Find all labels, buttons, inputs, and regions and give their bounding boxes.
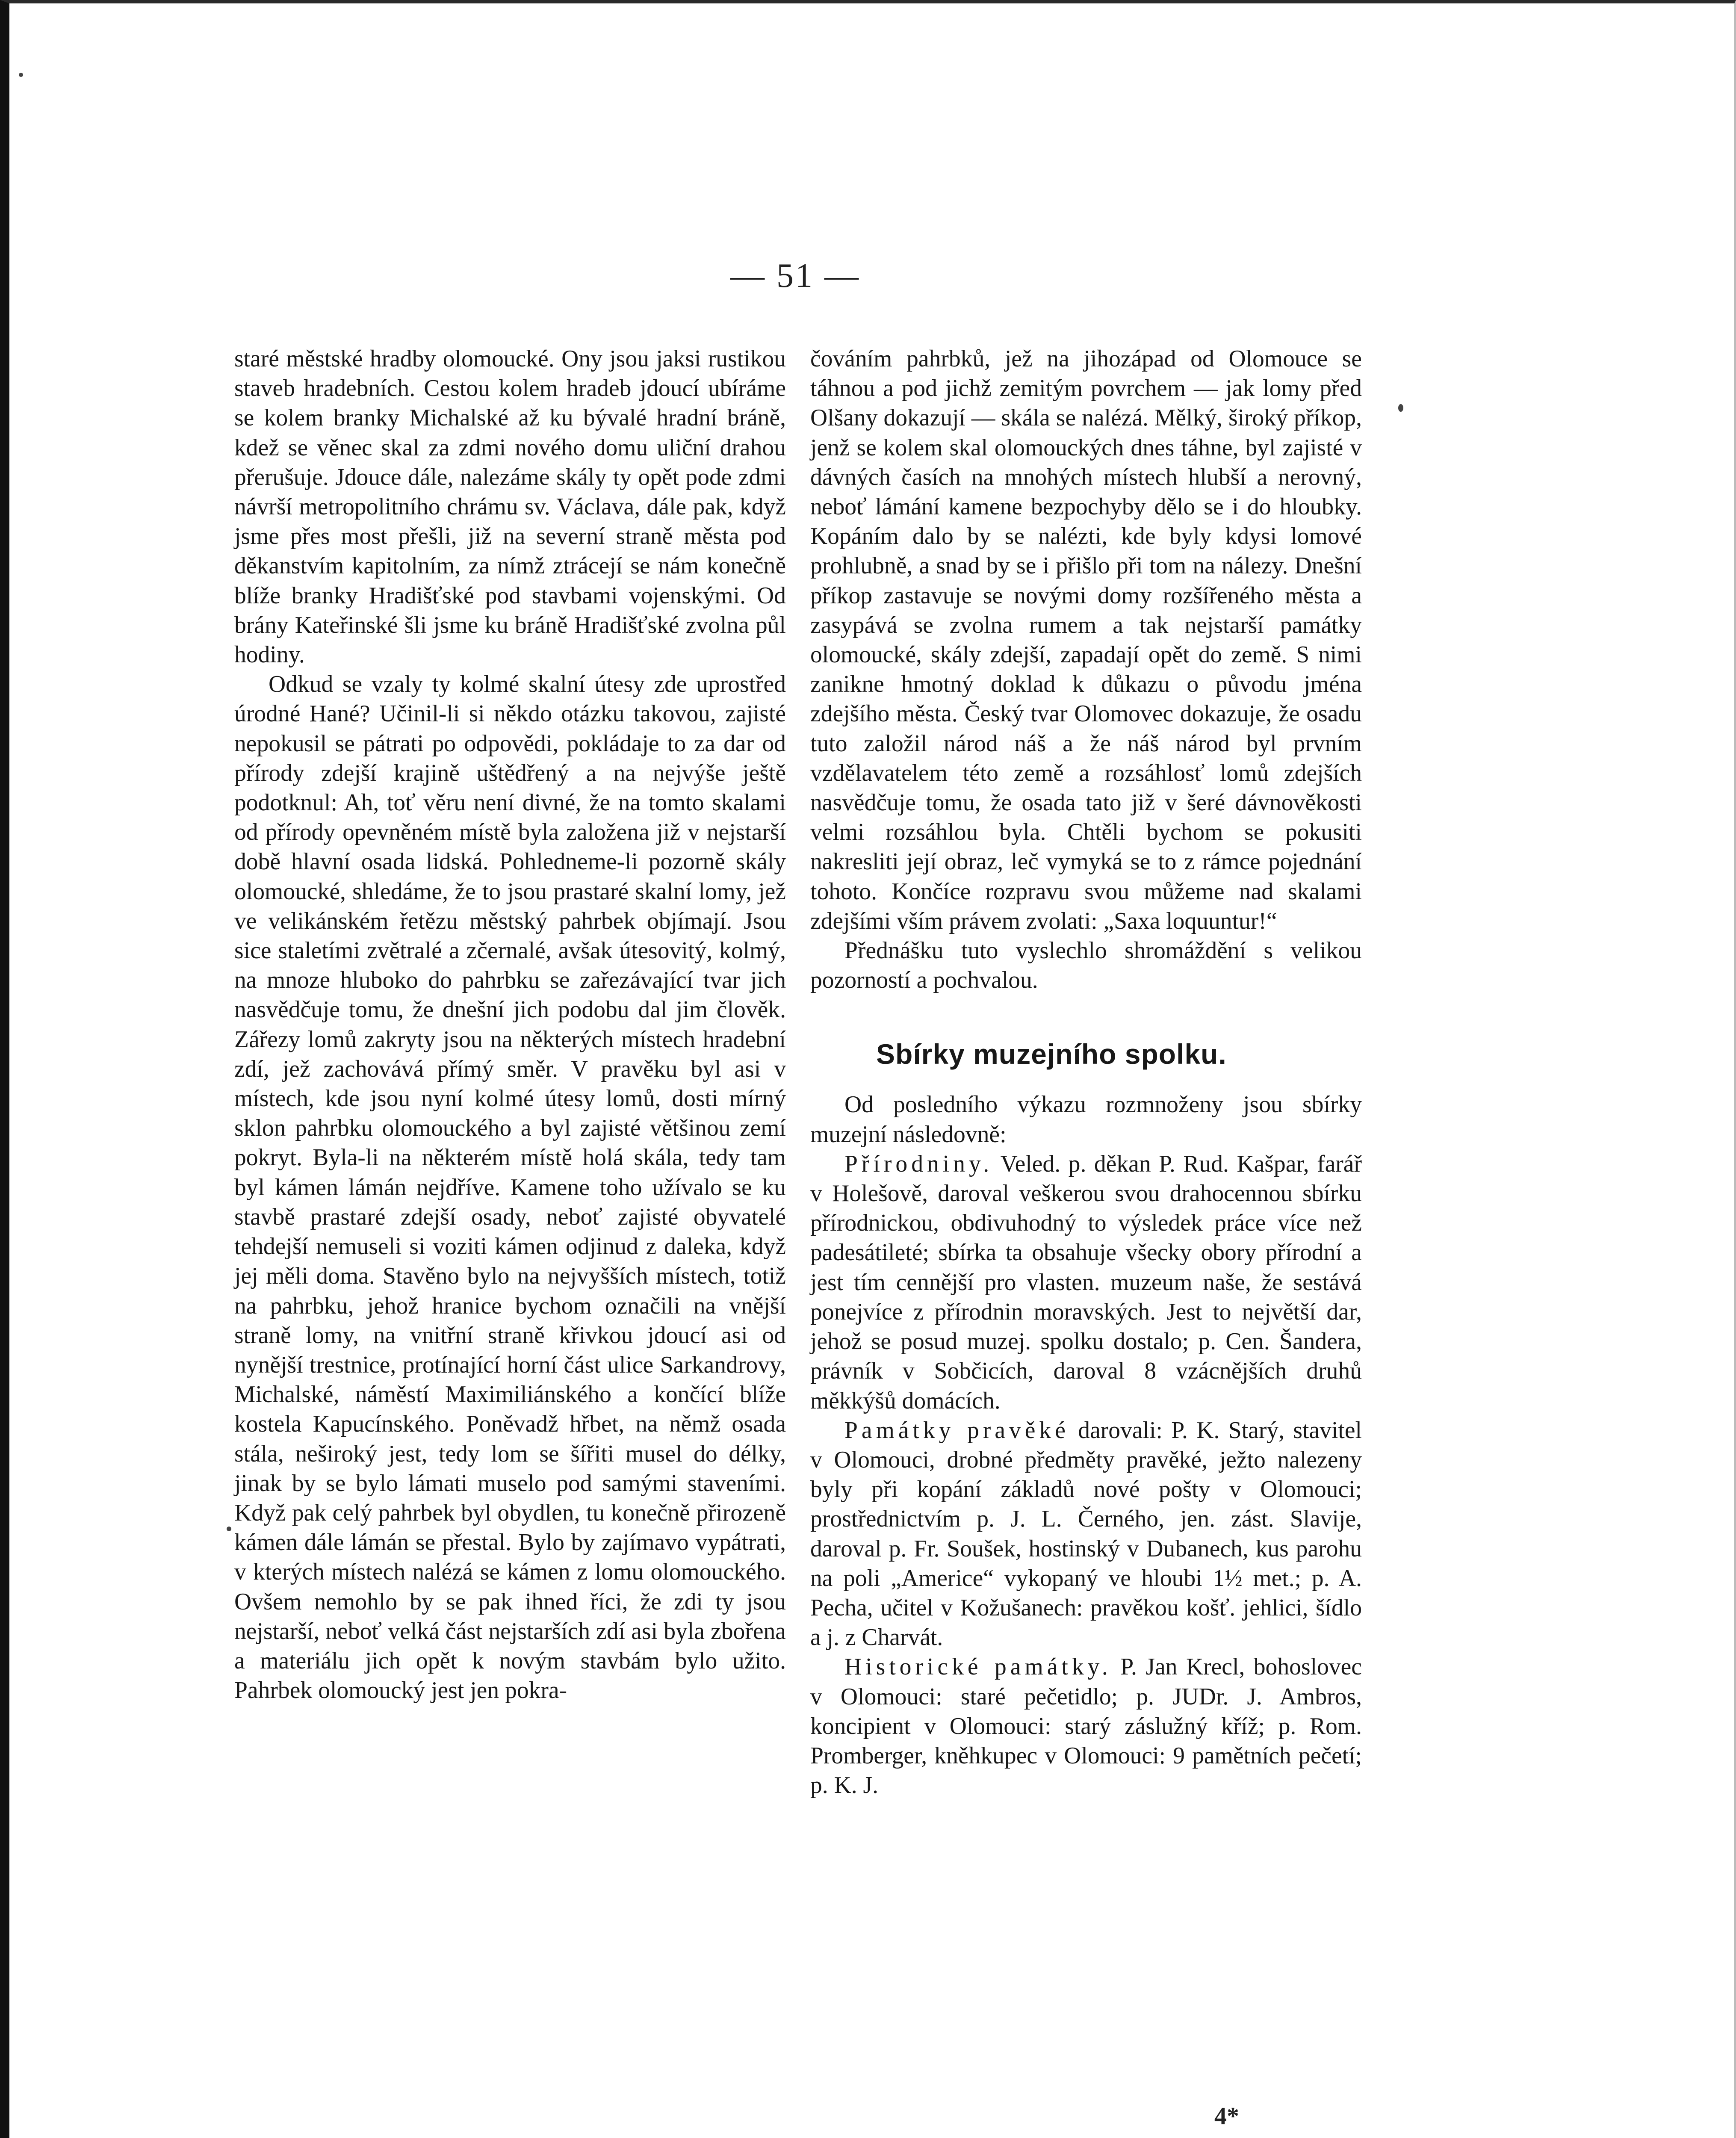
printer-signature: 4* [1214,2102,1239,2130]
section-intro: Od posledního výkazu rozmnoženy jsou sbírky muzejní následovně: [810,1091,1362,1148]
paragraph: čováním pahrbků, jež na jihozápad od Olomouce se táhnou a pod jichž zemitým povrchem — jak lomy před Olšany dokazují — skála se nalézá. Mělký, široký příkop, jenž se kolem skal olomouckých dnes táhne, byl zajisté v dávných časích na mnohých místech hlubší a nerovný, neboť lámání kamene bezpochyby dělo se i do hloubky. Kopáním dalo by se nalézti, kde byly kdysi lomové prohlubně, a snad by se i přišlo při tom na nálezy. Dnešní příkop zastavuje se novými domy rozšířeného města a zasypává se zvolna rumem a tak nejstarší památky olomoucké, skály zdejší, zapadají opět do země. S nimi zanikne hmotný doklad k důkazu o původu jména zdejšího města. Český tvar Olomovec dokazuje, že osadu tuto založil národ náš a že náš národ byl prvním vzdělavatelem této země a rozsáhlosť lomů zdejších nasvědčuje tomu, že osada tato již v šeré dávnověkosti velmi rozsáhlou byla. Chtěli bychom se pokusiti nakresliti její obraz, leč vymyká se to z rámce pojednání tohoto. Končíce rozpravu svou můžeme nad skalami zdejšími vším právem zvolati: „Saxa loquuntur!“ [810,346,1362,934]
section-heading: Sbírky muzejního spolku. [876,1038,1227,1070]
paragraph: Odkud se vzaly ty kolmé skalní útesy zde uprostřed úrodné Hané? Učinil-li si někdo otázku takovou, zajisté nepokusil se pátrati po odpovědi, pokládaje to za dar od přírody zdejší krajině uštědřený a na nejvýše ještě podotknul: Ah, toť věru není divné, že na tomto skalami od přírody opevněném místě byla založena již v nejstarší době hlavní osada lidská. Pohledneme-li pozorně skály olomoucké, shledáme, že to jsou prastaré skalní lomy, jež ve velikánském řetězu městský pahrbek objímají. Jsou sice staletími zvětralé a zčernalé, avšak útesovitý, kolmý, na mnoze hluboko do pahrbku se zařezávající tvar jich nasvědčuje tomu, že dnešní jich podobu dal jim člověk. Zářezy lomů zakryty jsou na některých místech hradební zdí, jež zachovává přímý směr. V pravěku byl asi v místech, kde jsou nyní kolmé útesy lomů, dosti mírný sklon pahrbku olomouckého a byl zajisté většinou zemí pokryt. Byla-li na některém místě holá skála, tedy tam byl kámen lámán nejdříve. Kamene toho užívalo se ku stavbě prastaré zdejší osady, neboť zajisté obyvatelé tehdejší nemuseli si voziti kámen odjinud z daleka, když jej měli doma. Stavěno bylo na nejvyšších místech, totiž na pahrbku, jehož hranice bychom označili na vnější straně lomy, na vnitřní straně křivkou jdoucí asi od nynější trestnice, protínající horní část ulice Sarkandrovy, Michalské, náměstí Maximiliánského a končící blíže kostela Kapucínského. Poněvadž hřbet, na němž osada stála, neširoký jest, tedy lom se šířiti musel do délky, jinak by se bylo lámati muselo pod samými staveními. Když pak celý pahrbek byl obydlen, tu konečně přirozeně kámen dále lámán se přestal. Bylo by zajímavo vypátrati, v kterých místech nalézá se kámen z lomu olomouckého. Ovšem nemohlo by se pak ihned říci, že zdi ty jsou nejstarší, neboť velká část nejstarších zdí asi byla zbořena a materiálu jich opět k novým stavbám bylo užito. Pahrbek olomoucký jest jen pokra- [234,671,786,1704]
collection-entry-prehistoric [810,1416,1362,1653]
entry-text: Veled. p. děkan P. Rud. Kašpar, farář v Holešově, daroval veškerou svou drahocennou sbírku přírodnickou, obdivuhodný to výsledek práce více než padesátileté; sbírka ta obsahuje všecky obory přírodní a jest tím cennější pro vlasten. muzeum naše, že sestává ponejvíce z přírodnin moravských. Jest to největší dar, jehož se posud muzej. spolku dostalo; p. Cen. Šandera, právník v Sobčicích, daroval 8 vzácnějších druhů měkkýšů domácích. [810,1150,1362,1414]
paragraph: Přednášku tuto vyslechlo shromáždění s velikou pozorností a pochvalou. [810,937,1362,994]
scan-speck [19,73,23,77]
entry-lead: Historické památky. [844,1654,1112,1680]
page-number: — 51 — [730,257,860,295]
entry-text: P. Jan Krecl, bohoslovec v Olomouci: staré pečetidlo; p. JUDr. J. Ambros, koncipient v Olomouci: starý záslužný kříž; p. Rom. Promberger, kněhkupec v Olomouci: 9 pamětních pečetí; p. K. J. [810,1654,1362,1799]
entry-lead: Památky pravěké [844,1417,1069,1444]
collection-entry-natural [810,1149,1362,1416]
scan-speck [1398,404,1403,412]
entry-lead: Přírodniny. [844,1150,993,1177]
section-heading-box [810,1037,1362,1071]
paragraph: staré městské hradby olomoucké. Ony jsou jaksi rustikou staveb hradebních. Cestou kolem hradeb jdoucí ubíráme se kolem branky Michalské až ku bývalé hradní bráně, kdež se věnec skal za zdmi nového domu uliční drahou přerušuje. Jdouce dále, nalezáme skály ty opět pode zdmi návrší metropolitního chrámu sv. Václava, dále pak, když jsme přes most přešli, již na severní straně města pod děkanstvím kapitolním, za nímž ztrácejí se nám konečně blíže branky Hradišťské pod stavbami vojenskými. Od brány Kateřinské šli jsme ku bráně Hradišťské zvolna půl hodiny. [234,346,786,668]
scan-speck [227,1527,231,1531]
entry-text: darovali: P. K. Starý, stavitel v Olomouci, drobné předměty pravěké, ježto nalezeny byly při kopání základů nové pošty v Olomouci; prostřednictvím p. J. L. Černého, jen. zást. Slavije, daroval p. Fr. Soušek, hostinský v Dubanech, kus parohu na poli „Americe“ vykopaný ve hloubi 1½ met.; p. A. Pecha, učitel v Kožušanech: pravěkou košť. jehlici, šídlo a j. z Charvát. [810,1417,1362,1651]
left-column [234,344,786,1705]
right-column [810,344,1362,1800]
collection-entry-historic [810,1652,1362,1800]
